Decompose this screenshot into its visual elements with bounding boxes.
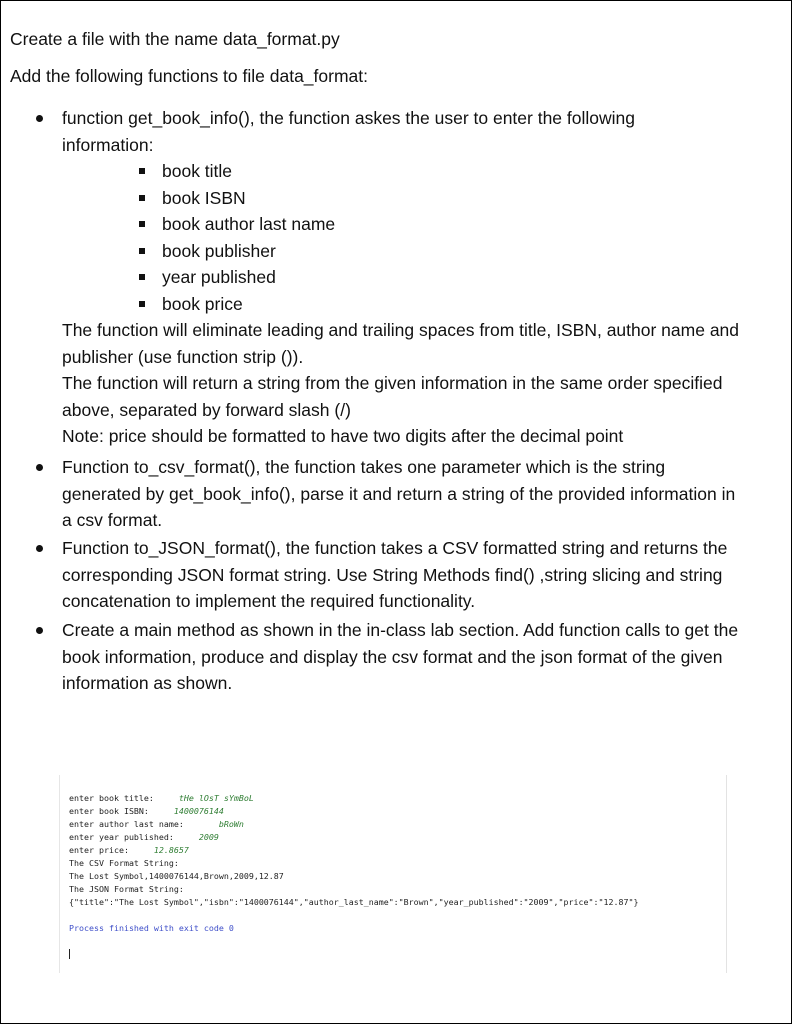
return-para-line-1: The function will return a string from the given information in the same order specified [62,373,723,394]
user-input: 1400076144 [173,806,224,816]
bullet3-line-2: corresponding JSON format string. Use String Methods find() ,string slicing and string [62,564,723,585]
text-cursor [69,949,70,959]
process-finished: Process finished with exit code 0 [69,923,234,933]
field-label: book title [162,161,233,181]
bullet3-line-3: concatenation to implement the required functionality. [62,591,476,612]
user-input: tHe lOsT sYmBoL [178,793,254,803]
bullet4-line-1: Create a main method as shown in the in-class lab section. Add function calls to get the [62,620,739,640]
user-input: 2009 [198,832,219,842]
square-bullet-icon [139,274,145,280]
prompt: enter book title: [69,793,179,803]
bullet4-line-3: information as shown. [62,673,233,694]
bullet3-line-1: Function to_JSON_format(), the function takes a CSV formatted string and returns the [62,538,728,558]
field-label: book author last name [162,214,336,235]
console-line-year [69,832,219,842]
bullet2-line-3: a csv format. [62,510,163,531]
json-label: The JSON Format String: [69,884,184,894]
prompt: enter price: [69,845,154,855]
json-value: {"title":"The Lost Symbol","isbn":"1400076144","author_last_name":"Brown","year_published":"2009","price":"12.87"} [69,897,639,907]
user-input: 12.8657 [153,845,189,855]
intro-line-2: Add the following functions to file data_format: [10,66,368,86]
bullet4-line-2: book information, produce and display the csv format and the json format of the given [62,646,723,667]
return-para-line-2: above, separated by forward slash (/) [62,399,351,420]
bullet2-line-1: Function to_csv_format(), the function takes one parameter which is the string [62,457,666,477]
prompt: enter author last name: [69,819,219,829]
square-bullet-icon [139,301,145,307]
bullet-dot-icon [36,115,43,122]
prompt: enter book ISBN: [69,806,174,816]
console-line-price [69,845,189,855]
bullet-dot-icon [36,545,43,552]
field-label: book ISBN [162,187,246,208]
field-label: book price [162,294,243,314]
csv-value: The Lost Symbol,1400076144,Brown,2009,12.87 [69,871,284,881]
field-label: year published [162,267,276,288]
console-line-author [69,819,244,829]
bullet-dot-icon [36,464,43,471]
console-line-title [69,793,254,803]
bullet1-line-1: function get_book_info(), the function askes the user to enter the following [62,108,635,128]
square-bullet-icon [139,221,145,227]
console-output-panel [59,775,727,973]
user-input: bRoWn [218,819,244,829]
square-bullet-icon [139,168,145,174]
bullet-dot-icon [36,627,43,634]
console-line-isbn [69,806,224,816]
field-label: book publisher [162,240,276,261]
prompt: enter year published: [69,832,199,842]
bullet2-line-2: generated by get_book_info(), parse it and return a string of the provided information in [62,483,736,504]
csv-label: The CSV Format String: [69,858,179,868]
square-bullet-icon [139,248,145,254]
price-note: Note: price should be formatted to have two digits after the decimal point [62,426,624,447]
strip-para-line-2: publisher (use function strip ()). [62,346,304,367]
square-bullet-icon [139,195,145,201]
bullet1-line-2: information: [62,134,154,155]
strip-para-line-1: The function will eliminate leading and trailing spaces from title, ISBN, author name and [62,320,740,340]
intro-line-1: Create a file with the name data_format.py [10,29,340,49]
